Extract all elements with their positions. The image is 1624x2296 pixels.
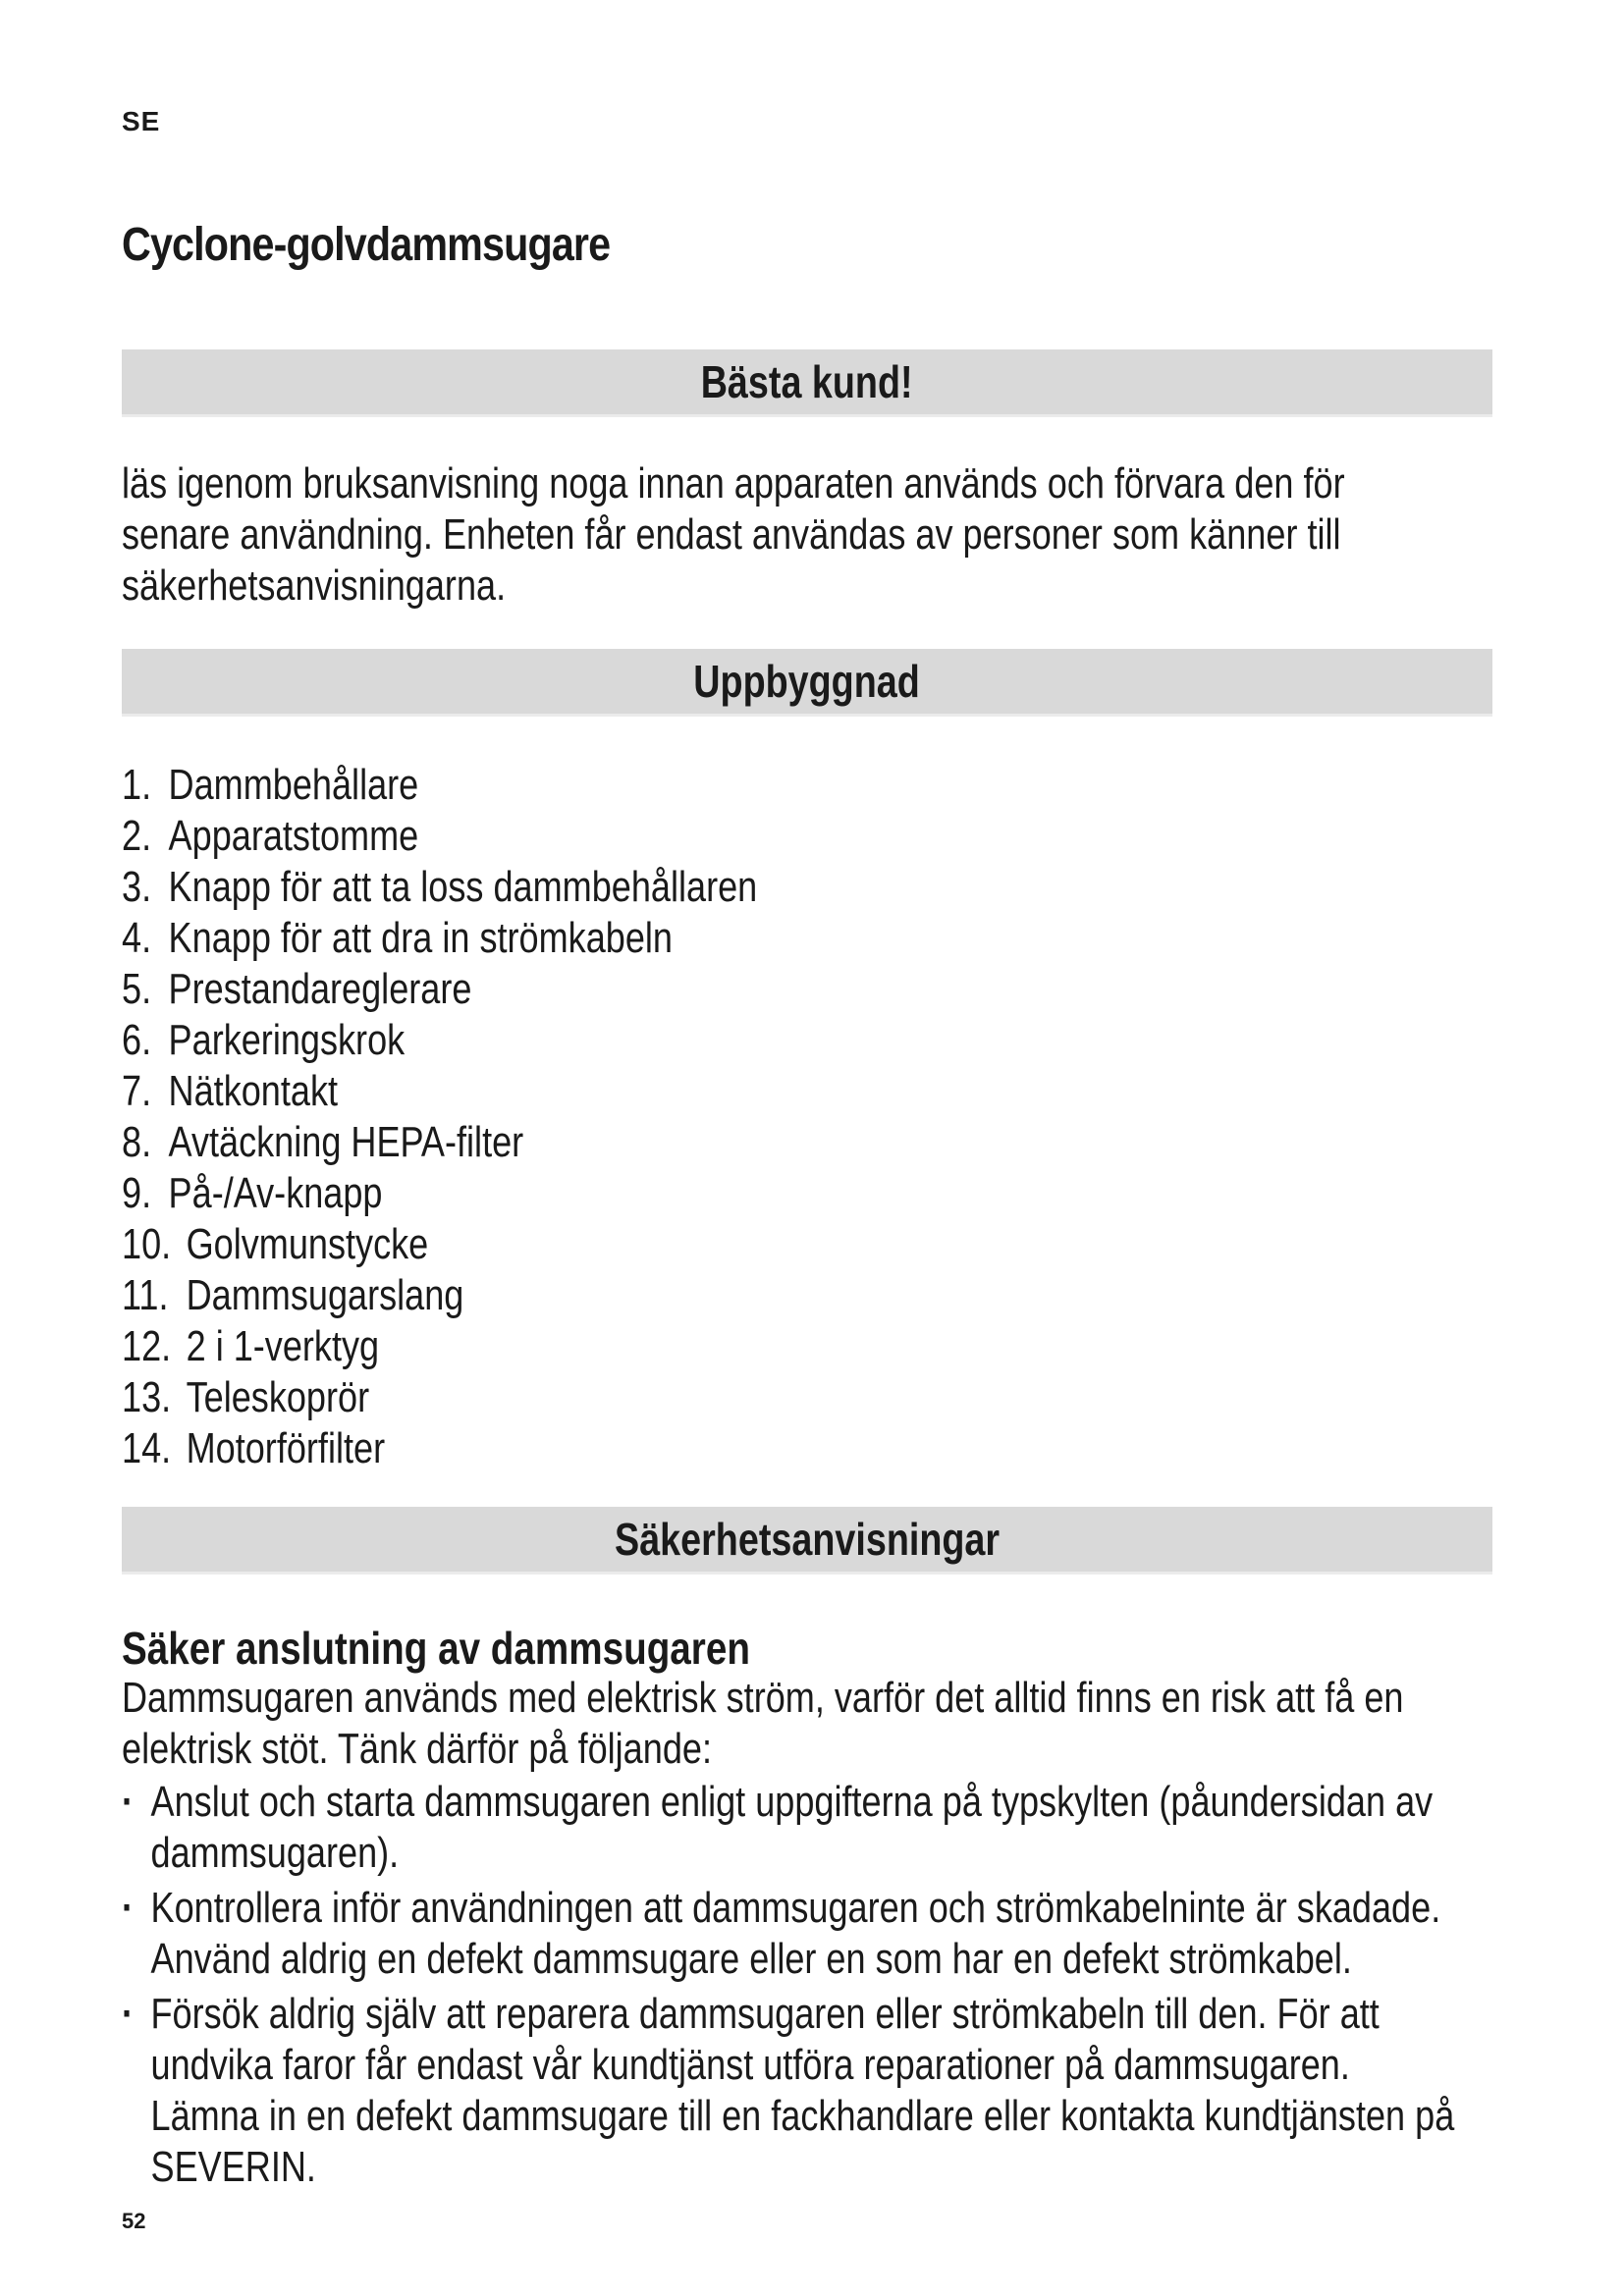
list-item-label: Avtäckning HEPA-filter (168, 1118, 524, 1166)
list-item (122, 811, 757, 862)
list-item (122, 913, 757, 964)
paragraph-line: Dammsugaren används med elektrisk ström, varför det alltid finns en risk att få en (122, 1674, 1404, 1722)
list-item-label: Apparatstomme (168, 812, 419, 860)
intro-paragraph (122, 458, 1345, 612)
list-item (122, 1015, 757, 1066)
list-item-number: 3. (122, 863, 152, 911)
intro-line: läs igenom bruksanvisning noga innan apparaten används och förvara den för (122, 459, 1345, 507)
list-item-number: 14. (122, 1424, 172, 1472)
list-item (122, 1066, 757, 1117)
list-item-number: 8. (122, 1118, 152, 1166)
list-item-number: 5. (122, 965, 152, 1013)
section-heading-structure: Uppbyggnad (693, 656, 921, 707)
list-item-label: Parkeringskrok (168, 1016, 406, 1064)
list-item (122, 964, 757, 1015)
list-item (122, 1219, 757, 1270)
list-item (122, 1423, 757, 1474)
bullet-text (151, 1989, 1455, 2193)
intro-line: senare användning. Enheten får endast användas av personer som känner till (122, 510, 1341, 559)
list-item (122, 862, 757, 913)
bullet-line: Kontrollera inför användningen att dammsugaren och strömkabelninte är skadade. (150, 1884, 1441, 1932)
list-item-label: Knapp för att dra in strömkabeln (168, 914, 673, 962)
bullet-dot-icon: · (122, 1778, 135, 1826)
list-item (122, 1117, 757, 1168)
bullet-line: Lämna in en defekt dammsugare till en fackhandlare eller kontakta kundtjänsten på (150, 2092, 1455, 2140)
section-bar-safety (122, 1507, 1492, 1575)
section-bar-structure (122, 649, 1492, 717)
list-item (122, 1168, 757, 1219)
list-item-number: 10. (122, 1220, 172, 1268)
subheading-safe-connection: Säker anslutning av dammsugaren (122, 1623, 750, 1674)
safety-bullet-list (122, 1777, 1454, 2193)
list-item-label: Dammsugarslang (186, 1271, 464, 1319)
bullet-dot-icon: · (122, 1990, 135, 2038)
bullet-text (151, 1883, 1441, 1985)
bullet-item (122, 1989, 1454, 2193)
bullet-line: undvika faror får endast vår kundtjänst utföra reparationer på dammsugaren. (150, 2041, 1350, 2089)
list-item-number: 1. (122, 761, 152, 809)
list-item-number: 11. (122, 1271, 169, 1319)
bullet-text (151, 1777, 1434, 1879)
list-item (122, 1372, 757, 1423)
list-item-number: 6. (122, 1016, 152, 1064)
list-item-label: Motorförfilter (186, 1424, 386, 1472)
list-item-label: Nätkontakt (168, 1067, 339, 1115)
list-item-label: På-/Av-knapp (168, 1169, 383, 1217)
list-item-label: Prestandareglerare (168, 965, 472, 1013)
bullet-line: SEVERIN. (150, 2143, 316, 2191)
bullet-line: Anslut och starta dammsugaren enligt uppgifterna på typskylten (påundersidan av (150, 1778, 1434, 1826)
bullet-item (122, 1883, 1454, 1985)
list-item-number: 2. (122, 812, 152, 860)
intro-line: säkerhetsanvisningarna. (122, 561, 507, 610)
list-item-label: Dammbehållare (168, 761, 419, 809)
list-item (122, 1321, 757, 1372)
list-item-label: Teleskoprör (186, 1373, 370, 1421)
page-title: Cyclone-golvdammsugare (122, 219, 611, 271)
list-item-number: 12. (122, 1322, 172, 1370)
list-item-label: Golvmunstycke (186, 1220, 429, 1268)
bullet-line: Använd aldrig en defekt dammsugare eller en som har en defekt strömkabel. (150, 1935, 1352, 1983)
list-item-label: Knapp för att ta loss dammbehållaren (168, 863, 758, 911)
section-heading-safety: Säkerhetsanvisningar (614, 1514, 1001, 1565)
bullet-dot-icon: · (122, 1884, 135, 1932)
list-item (122, 760, 757, 811)
section-heading-greeting: Bästa kund! (701, 356, 913, 407)
section-bar-greeting (122, 349, 1492, 417)
list-item-number: 7. (122, 1067, 152, 1115)
language-code: SE (122, 106, 161, 136)
list-item (122, 1270, 757, 1321)
safe-connection-intro (122, 1673, 1403, 1775)
list-item-number: 13. (122, 1373, 172, 1421)
parts-list (122, 760, 757, 1474)
paragraph-line: elektrisk stöt. Tänk därför på följande: (122, 1725, 712, 1773)
bullet-line: Försök aldrig själv att reparera dammsugaren eller strömkabeln till den. För att (150, 1990, 1380, 2038)
bullet-item (122, 1777, 1454, 1879)
list-item-label: 2 i 1-verktyg (186, 1322, 380, 1370)
list-item-number: 9. (122, 1169, 152, 1217)
page-number: 52 (122, 2209, 146, 2233)
bullet-line: dammsugaren). (150, 1829, 400, 1877)
list-item-number: 4. (122, 914, 152, 962)
